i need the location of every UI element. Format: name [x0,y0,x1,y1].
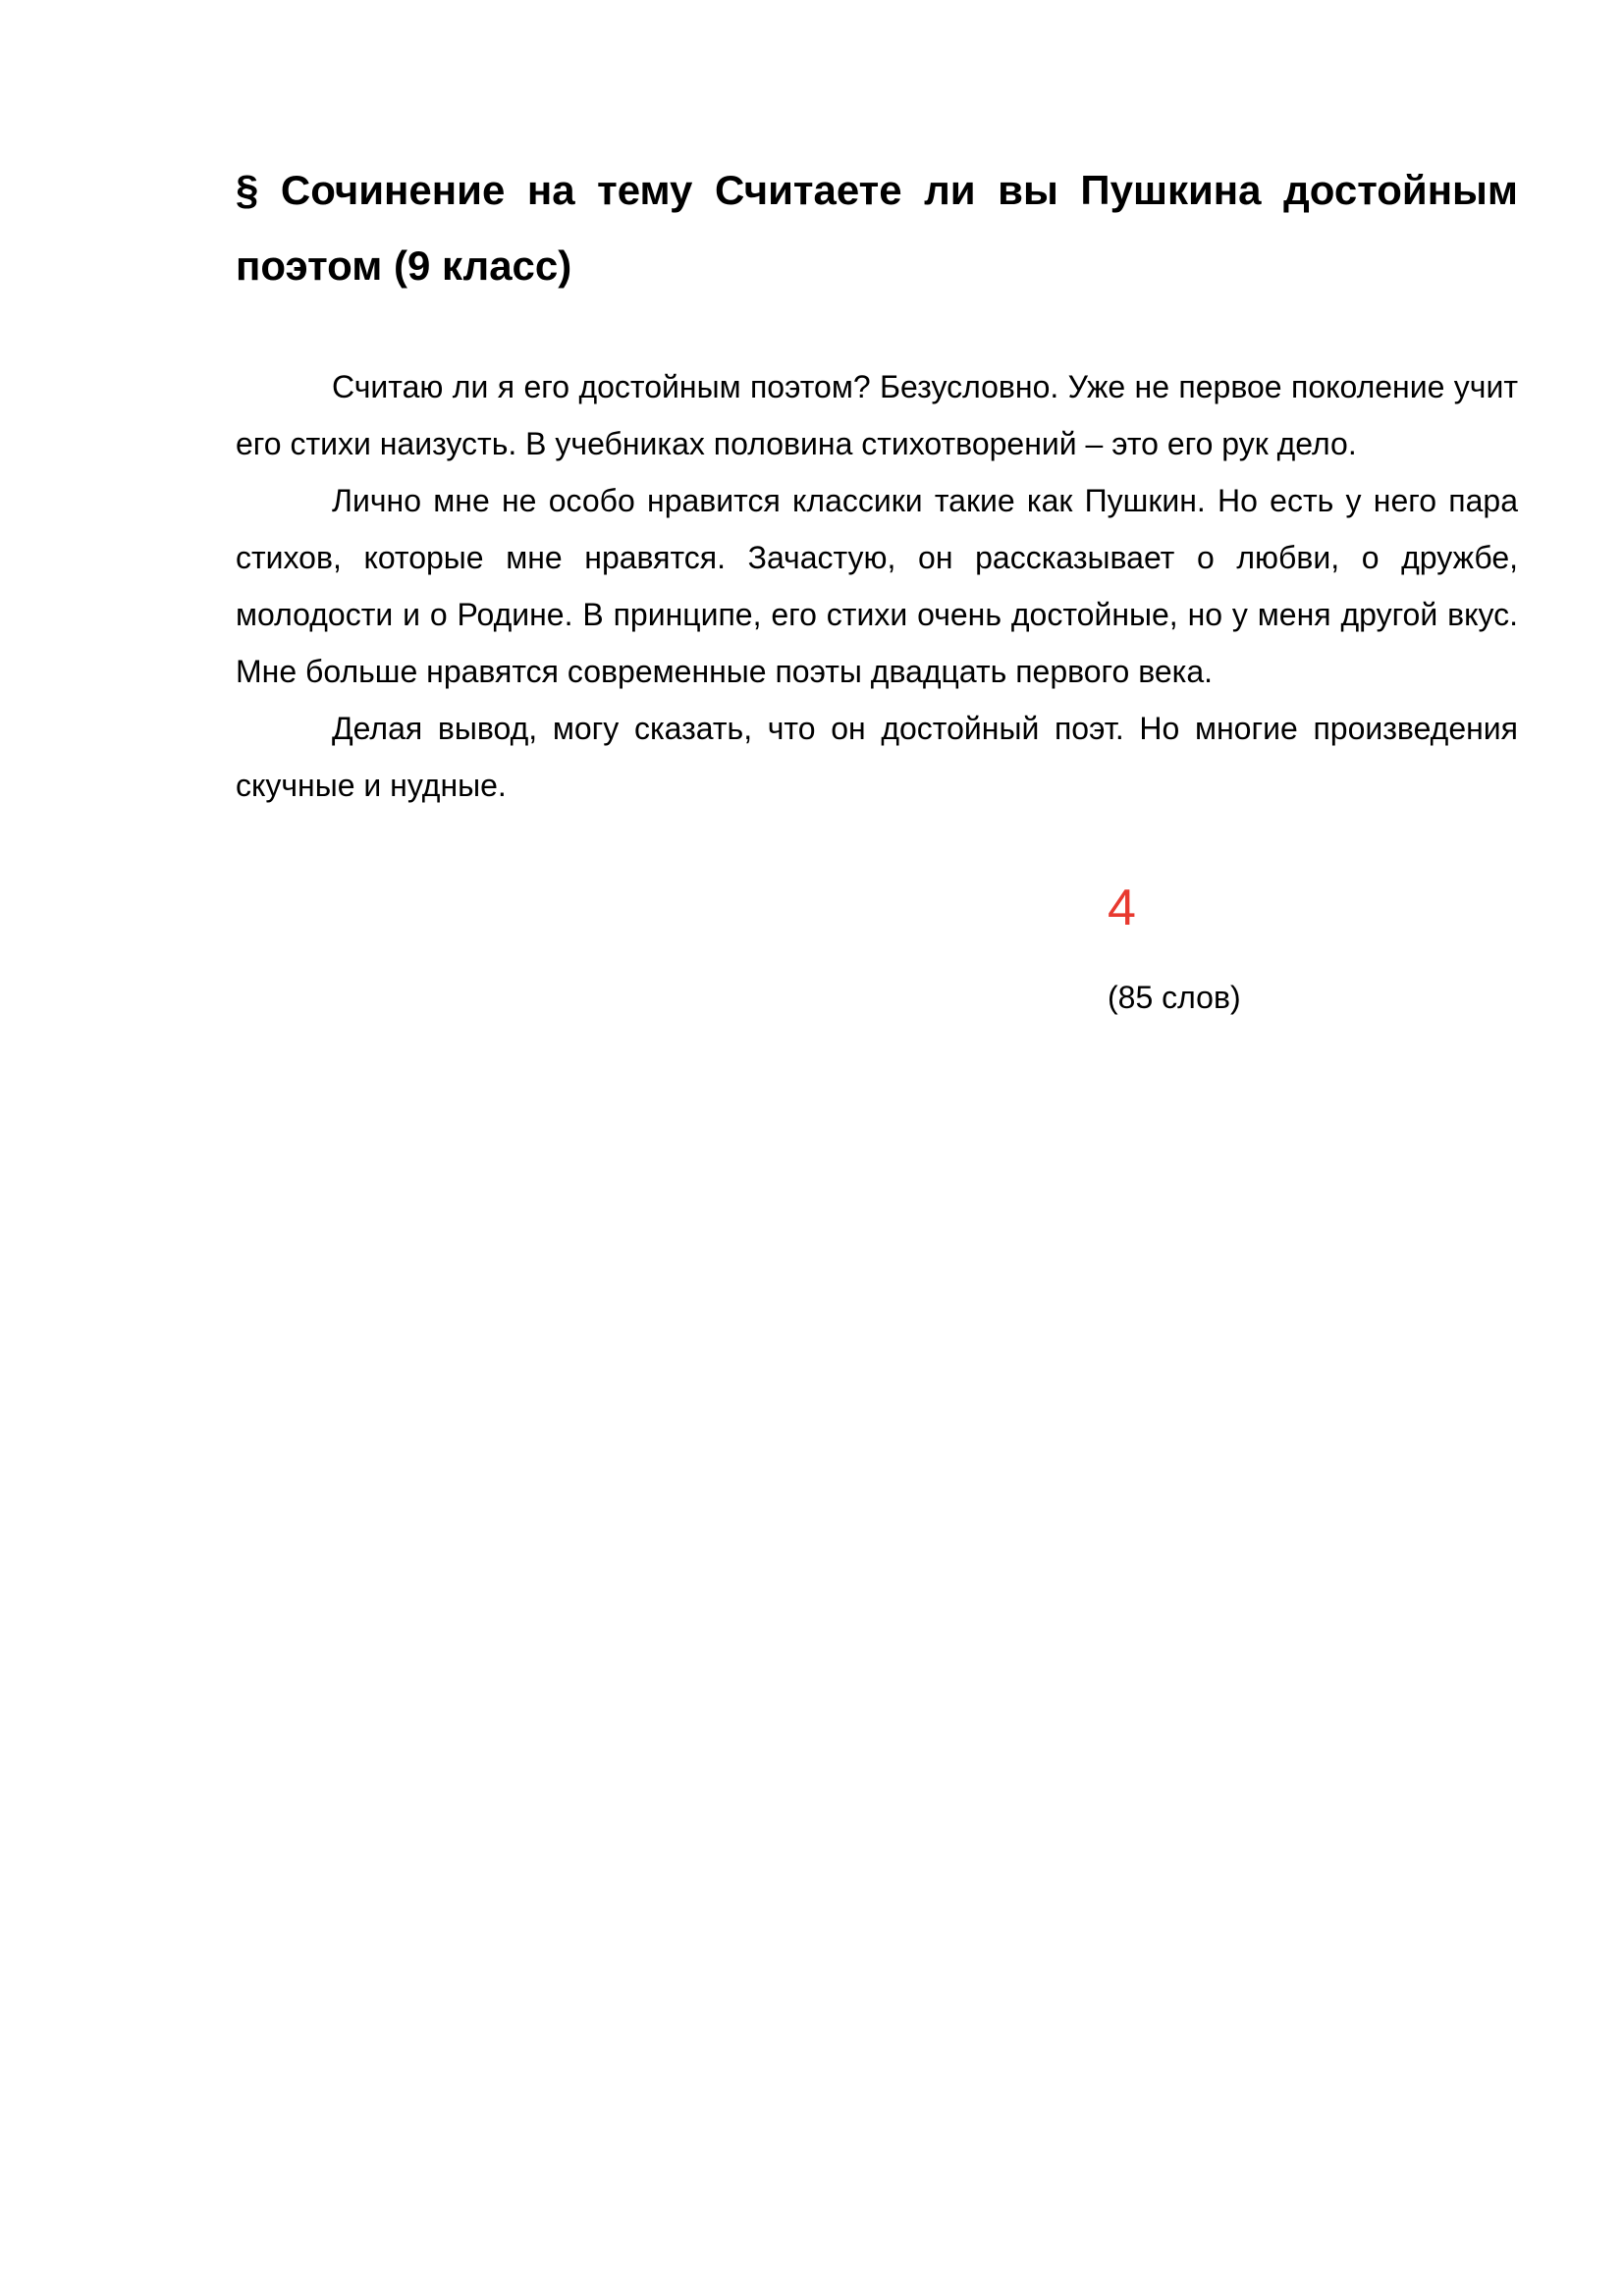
document-content [236,152,1518,814]
grade-mark: 4 [1108,880,1136,936]
essay-paragraph: Лично мне не особо нравится классики такие как Пушкин. Но есть у него пара стихов, которые мне нравятся. Зачастую, он рассказывает о любви, о дружбе, молодости и о Родине. В принципе, его стихи очень достойные, но у меня другой вкус. Мне больше нравятся современные поэты двадцать первого века. [236,483,1518,689]
document-title: § Сочинение на тему Считаете ли вы Пушкина достойным поэтом (9 класс) [236,167,1518,289]
essay-paragraph: Считаю ли я его достойным поэтом? Безусловно. Уже не первое поколение учит его стихи наизусть. В учебниках половина стихотворений – это его рук дело. [236,369,1518,461]
essay-body [236,358,1518,814]
word-count: (85 слов) [1108,980,1241,1015]
essay-paragraph: Делая вывод, могу сказать, что он достойный поэт. Но многие произведения скучные и нудные. [236,711,1518,803]
